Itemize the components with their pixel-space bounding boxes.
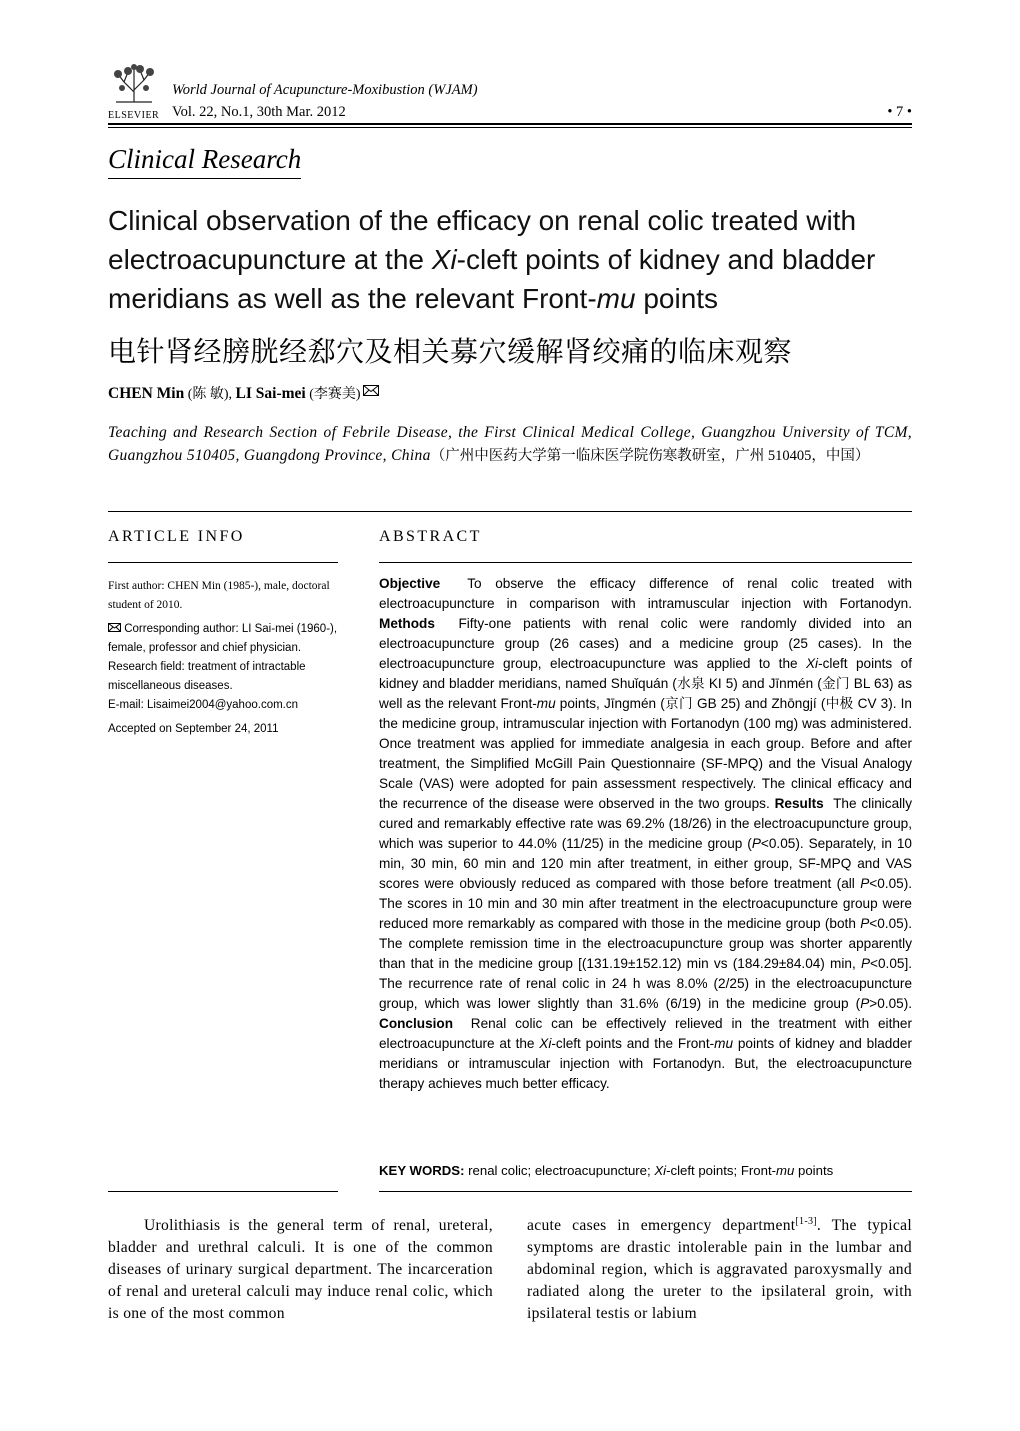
first-author-note: First author: CHEN Min (1985-), male, doctoral student of 2010. [108, 580, 330, 611]
journal-volume: Vol. 22, No.1, 30th Mar. 2012 [172, 104, 346, 120]
article-info-heading: ARTICLE INFO [108, 528, 245, 545]
divider [379, 1191, 912, 1192]
citation-reference[interactable]: [1-3] [795, 1215, 817, 1227]
corresponding-author-note: Corresponding author: LI Sai-mei (1960-), female, professor and chief physician. [108, 623, 338, 654]
envelope-icon [108, 623, 121, 635]
affiliation: Teaching and Research Section of Febrile Disease, the First Clinical Medical College, Guangzhou University of TCM, Guangzhou 510405, Guangdong Province, China（广州中医药大学第一临床医学院伤寒教研室，广州 510405，中国） [108, 424, 912, 464]
article-title-chinese: 电针肾经膀胱经郄穴及相关募穴缓解肾绞痛的临床观察 [108, 335, 793, 368]
divider [108, 1191, 338, 1192]
divider [108, 562, 338, 563]
author-2: LI Sai-mei [235, 385, 306, 402]
elsevier-logo [108, 62, 160, 120]
objective-label: Objective [379, 576, 441, 591]
abstract-heading: ABSTRACT [379, 528, 482, 545]
research-field: Research field: treatment of intractable miscellaneous diseases. [108, 661, 306, 692]
header-rule-thin [108, 127, 912, 128]
body-column-right: acute cases in emergency department[1-3]. The typical symptoms are drastic intolerable pain in the lumbar and abdominal region, which is aggravated paroxysmally and radiated along the ureter to the ipsilateral groin, with ipsilateral testis or labium [527, 1215, 912, 1322]
author-1: CHEN Min [108, 385, 185, 402]
author-list: CHEN Min (陈 敏), LI Sai-mei (李赛美) [108, 383, 379, 403]
section-title: Clinical Research [108, 144, 301, 179]
page-number: • 7 • [887, 104, 912, 120]
results-label: Results [774, 796, 824, 811]
divider [108, 511, 912, 512]
keywords: KEY WORDS: renal colic; electroacupuncture; Xi-cleft points; Front-mu points [379, 1163, 834, 1178]
abstract-body: Objective To observe the efficacy difference of renal colic treated with electroacupuncture in comparison with intramuscular injection with Fortanodyn. Methods Fifty-one patients with renal colic were randomly divided into an electroacupuncture group (26 cases) and a medicine group (25 cases). In the electroacupuncture group, electroacupuncture was applied to the Xi-cleft points of kidney and bladder meridians, named Shuǐquán (水泉 KI 5) and Jīnmén (金门 BL 63) as well as the relevant Front-mu points, Jīngmén (京门 GB 25) and Zhōngjí (中极 CV 3). In the medicine group, intramuscular injection with Fortanodyn (100 mg) was administered. Once treatment was applied for immediate analgesia in each group. Before and after treatment, the Simplified McGill Pain Questionnaire (SF-MPQ) and the Visual Analogy Scale (VAS) were adopted for pain assessment respectively. The clinical efficacy and the recurrence of the disease were observed in the two groups. Results The clinically cured and remarkably effective rate was 69.2% (18/26) in the electroacupuncture group, which was superior to 44.0% (11/25) in the medicine group (P<0.05). Separately, in 10 min, 30 min, 60 min and 120 min after treatment, in either group, SF-MPQ and VAS scores were obviously reduced as compared with those before treatment (all P<0.05). The scores in 10 min and 30 min after treatment in the electroacupuncture group were reduced more remarkably as compared with those in the medicine group (both P<0.05). The complete remission time in the electroacupuncture group was shorter apparently than that in the medicine group [(131.19±152.12) min vs (184.29±84.04) min, P<0.05]. The recurrence rate of renal colic in 24 h was 8.0% (2/25) in the electroacupuncture group, which was lower slightly than 31.6% (6/19) in the medicine group (P>0.05). Conclusion Renal colic can be effectively relieved in the treatment with either electroacupuncture at the Xi-cleft points and the Front-mu points of kidney and bladder meridians or intramuscular injection with Fortanodyn. But, the electroacupuncture therapy achieves much better efficacy. [379, 576, 913, 1091]
svg-text:ELSEVIER: ELSEVIER [108, 110, 160, 120]
author-email[interactable]: E-mail: Lisaimei2004@yahoo.com.cn [108, 699, 299, 711]
article-info [108, 577, 340, 739]
article-title: Clinical observation of the efficacy on renal colic treated with electroacupuncture at the Xi-cleft points of kidney and bladder meridians as well as the relevant Front-mu points [108, 205, 876, 314]
body-column-left: Urolithiasis is the general term of renal, ureteral, bladder and urethral calculi. It is one of the common diseases of urinary surgical department. The incarceration of renal and ureteral calculi may induce renal colic, which is one of the most common [108, 1217, 493, 1322]
conclusion-label: Conclusion [379, 1016, 454, 1031]
methods-label: Methods [379, 616, 435, 631]
accepted-date: Accepted on September 24, 2011 [108, 723, 279, 735]
journal-name: World Journal of Acupuncture-Moxibustion (WJAM) [172, 82, 478, 98]
divider [379, 562, 912, 563]
header-rule [108, 123, 912, 125]
envelope-icon [363, 383, 379, 401]
